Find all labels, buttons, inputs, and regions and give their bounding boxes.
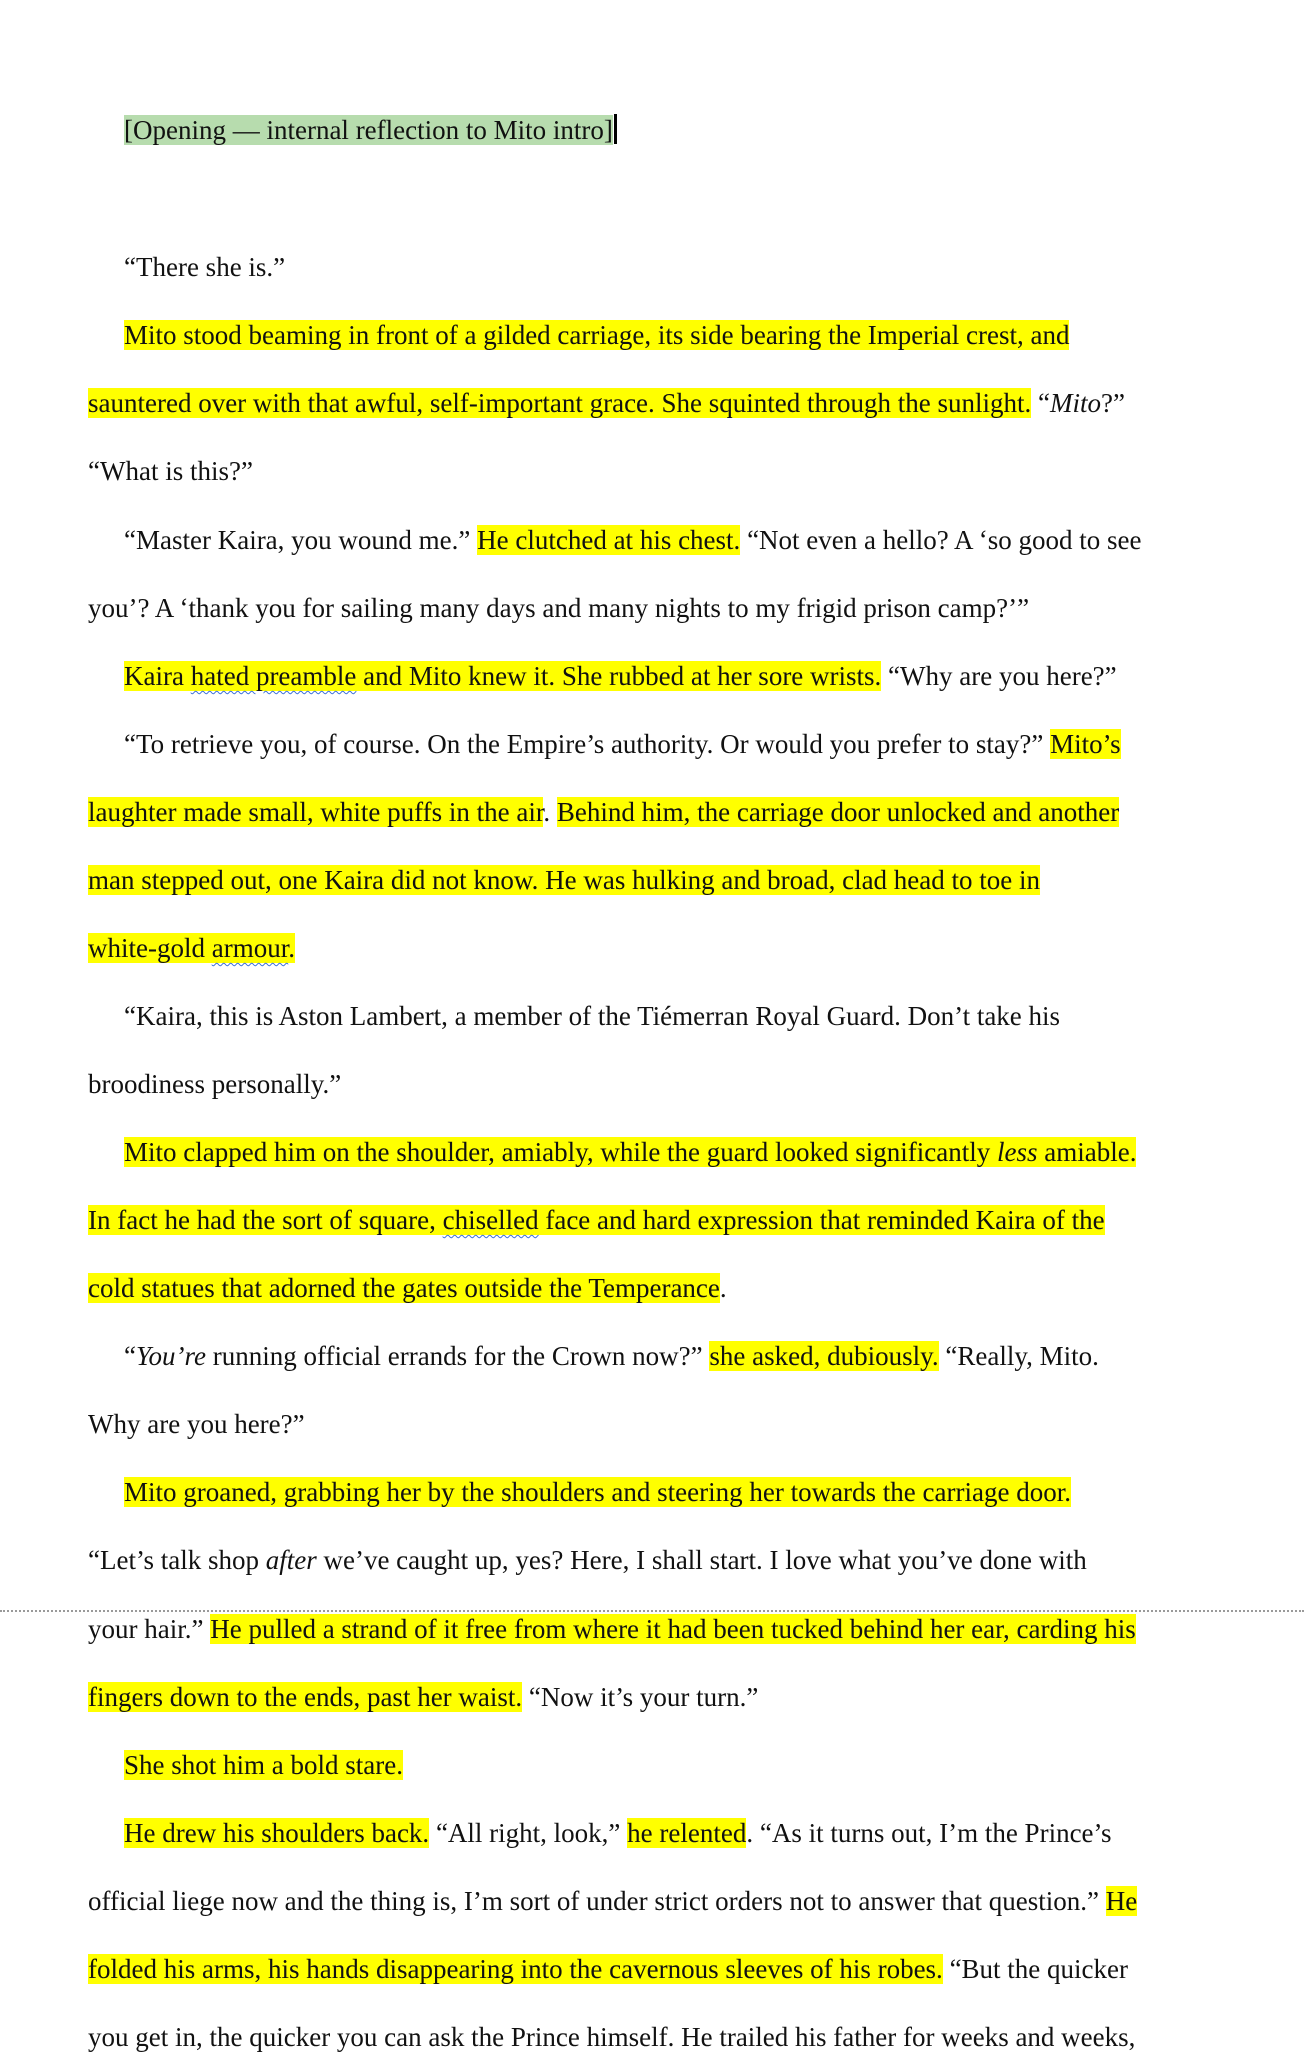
paragraph-line[interactable] <box>124 1748 403 1782</box>
paragraph-line[interactable]: official liege now and the thing is, I’m sort of under strict orders not to answer that question.” He <box>88 1886 1138 1916</box>
paragraph-line[interactable]: laughter made small, white puffs in the air. Behind him, the carriage door unlocked and another <box>88 797 1120 827</box>
text-cursor <box>614 114 617 144</box>
highlighted-text: sauntered over with that awful, self-important grace. She squinted through the sunlight. <box>88 388 1032 418</box>
highlighted-text: he relented <box>627 1818 747 1848</box>
paragraph-line[interactable]: your hair.” He pulled a strand of it free from where it had been tucked behind her ear, carding his <box>88 1614 1136 1644</box>
highlighted-text: Mito clapped him on the shoulder, amiably, while the guard looked significantly less amiable. <box>124 1137 1137 1167</box>
highlighted-text: He clutched at his chest. <box>477 525 741 555</box>
spellcheck-underline[interactable]: chiselled <box>442 1205 539 1235</box>
highlighted-text: In fact he had the sort of square, chiselled face and hard expression that reminded Kaira of the <box>88 1205 1105 1235</box>
paragraph-line[interactable]: Kaira hated preamble and Mito knew it. She rubbed at her sore wrists. “Why are you here?” <box>124 661 1117 691</box>
paragraph-line[interactable]: Why are you here?” <box>88 1409 305 1439</box>
paragraph-line[interactable]: “Master Kaira, you wound me.” He clutched at his chest. “Not even a hello? A ‘so good to see <box>124 525 1142 555</box>
paragraph-line[interactable] <box>88 863 1040 897</box>
paragraph-line[interactable]: “There she is.” <box>124 252 286 282</box>
highlighted-text: He pulled a strand of it free from where it had been tucked behind her ear, carding his <box>210 1614 1136 1644</box>
paragraph-line[interactable]: He drew his shoulders back. “All right, look,” he relented. “As it turns out, I’m the Prince’s <box>124 1818 1112 1848</box>
spellcheck-underline[interactable]: hated preamble <box>190 661 357 691</box>
highlighted-text: He drew his shoulders back. <box>124 1818 430 1848</box>
paragraph-line[interactable] <box>124 1135 1136 1169</box>
highlighted-text: Kaira hated preamble and Mito knew it. She rubbed at her sore wrists. <box>124 661 882 691</box>
paragraph-line[interactable]: you’? A ‘thank you for sailing many days and many nights to my frigid prison camp?’” <box>88 593 1030 623</box>
paragraph-line[interactable]: you get in, the quicker you can ask the Prince himself. He trailed his father for weeks and weeks, <box>88 2022 1136 2052</box>
highlighted-text: Mito’s <box>1050 729 1121 759</box>
highlighted-text: folded his arms, his hands disappearing into the cavernous sleeves of his robes. <box>88 1954 943 1984</box>
highlighted-text: She shot him a bold stare. <box>124 1750 403 1780</box>
highlighted-text: laughter made small, white puffs in the air <box>88 797 544 827</box>
paragraph-line[interactable] <box>124 1475 1071 1509</box>
paragraph-line[interactable] <box>88 1203 1105 1237</box>
highlighted-text: Mito stood beaming in front of a gilded carriage, its side bearing the Imperial crest, and <box>124 320 1070 350</box>
spellcheck-underline[interactable]: armour <box>211 933 289 963</box>
paragraph-line[interactable]: sauntered over with that awful, self-important grace. She squinted through the sunlight. “Mito?” <box>88 388 1125 418</box>
highlighted-text: she asked, dubiously. <box>709 1341 939 1371</box>
comment-note[interactable] <box>124 113 617 147</box>
paragraph-line[interactable]: fingers down to the ends, past her waist. “Now it’s your turn.” <box>88 1682 759 1712</box>
paragraph-line[interactable]: broodiness personally.” <box>88 1069 342 1099</box>
paragraph-line[interactable]: “Kaira, this is Aston Lambert, a member of the Tiémerran Royal Guard. Don’t take his <box>124 1001 1061 1031</box>
paragraph-line[interactable]: cold statues that adorned the gates outside the Temperance. <box>88 1273 727 1303</box>
highlighted-text: man stepped out, one Kaira did not know. He was hulking and broad, clad head to toe in <box>88 865 1041 895</box>
paragraph-line[interactable]: “Let’s talk shop after we’ve caught up, yes? Here, I shall start. I love what you’ve done with <box>88 1545 1087 1575</box>
comment-highlight[interactable]: [Opening — internal reflection to Mito intro] <box>124 115 613 145</box>
highlighted-text: He <box>1105 1886 1138 1916</box>
paragraph-line[interactable] <box>124 318 1069 352</box>
highlighted-text: Mito groaned, grabbing her by the shoulders and steering her towards the carriage door. <box>124 1477 1071 1507</box>
paragraph-line[interactable]: folded his arms, his hands disappearing into the cavernous sleeves of his robes. “But the quicker <box>88 1954 1129 1984</box>
paragraph-line[interactable]: “To retrieve you, of course. On the Empire’s authority. Or would you prefer to stay?” Mito’s <box>124 729 1121 759</box>
paragraph-line[interactable] <box>88 931 295 965</box>
highlighted-text: cold statues that adorned the gates outside the Temperance <box>88 1273 720 1303</box>
highlighted-text: white-gold armour. <box>88 933 295 963</box>
highlighted-text: fingers down to the ends, past her waist. <box>88 1682 523 1712</box>
paragraph-line[interactable]: “You’re running official errands for the Crown now?” she asked, dubiously. “Really, Mito. <box>124 1341 1099 1371</box>
highlighted-text: Behind him, the carriage door unlocked and another <box>556 797 1120 827</box>
paragraph-line[interactable]: “What is this?” <box>88 456 253 486</box>
